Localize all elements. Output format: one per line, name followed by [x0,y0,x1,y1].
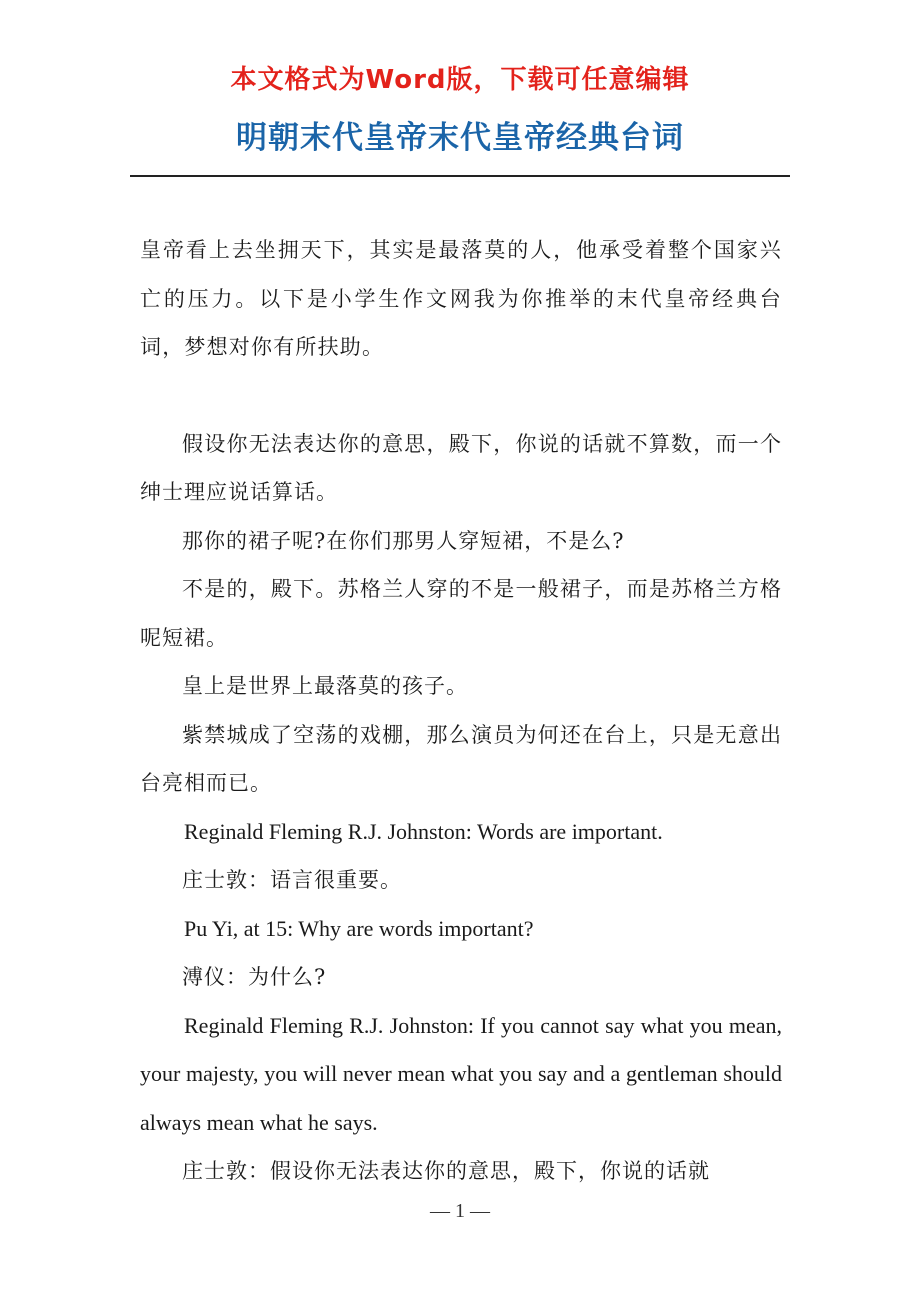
paragraph: 庄士敦：语言很重要。 [182,868,402,892]
paragraph: 紫禁城成了空荡的戏棚，那么演员为何还在台上，只是无意出台亮相而已。 [140,722,782,795]
page-number: — 1 — [430,1200,490,1222]
english-line: Reginald Fleming R.J. Johnston: If you cannot say what you mean, your majesty, you will never mean what you say and a gentleman should always mean what he says. [140,1012,782,1135]
paragraph: 庄士敦：假设你无法表达你的意思，殿下，你说的话就 [182,1159,710,1183]
paragraph: 不是的，殿下。苏格兰人穿的不是一般裙子，而是苏格兰方格呢短裙。 [140,577,782,650]
paragraph: 皇上是世界上最落莫的孩子。 [182,674,468,698]
intro-paragraph: 皇帝看上去坐拥天下，其实是最落莫的人，他承受着整个国家兴亡的压力。以下是小学生作文网我为你推举的末代皇帝经典台词，梦想对你有所扶助。 [140,238,782,359]
document-title: 明朝末代皇帝末代皇帝经典台词 [236,120,684,156]
english-line: Pu Yi, at 15: Why are words important? [184,915,534,941]
paragraph-gap [140,372,782,420]
document-body [140,226,782,1196]
paragraph: 那你的裙子呢?在你们那男人穿短裙，不是么? [182,528,625,553]
format-notice: 本文格式为Word版，下载可任意编辑 [230,65,690,95]
paragraph: 溥仪：为什么? [182,965,327,989]
document-header [130,60,790,160]
english-line: Reginald Fleming R.J. Johnston: Words are important. [184,818,663,844]
paragraph: 假设你无法表达你的意思，殿下，你说的话就不算数，而一个绅士理应说话算话。 [140,431,782,504]
header-divider [130,175,790,177]
